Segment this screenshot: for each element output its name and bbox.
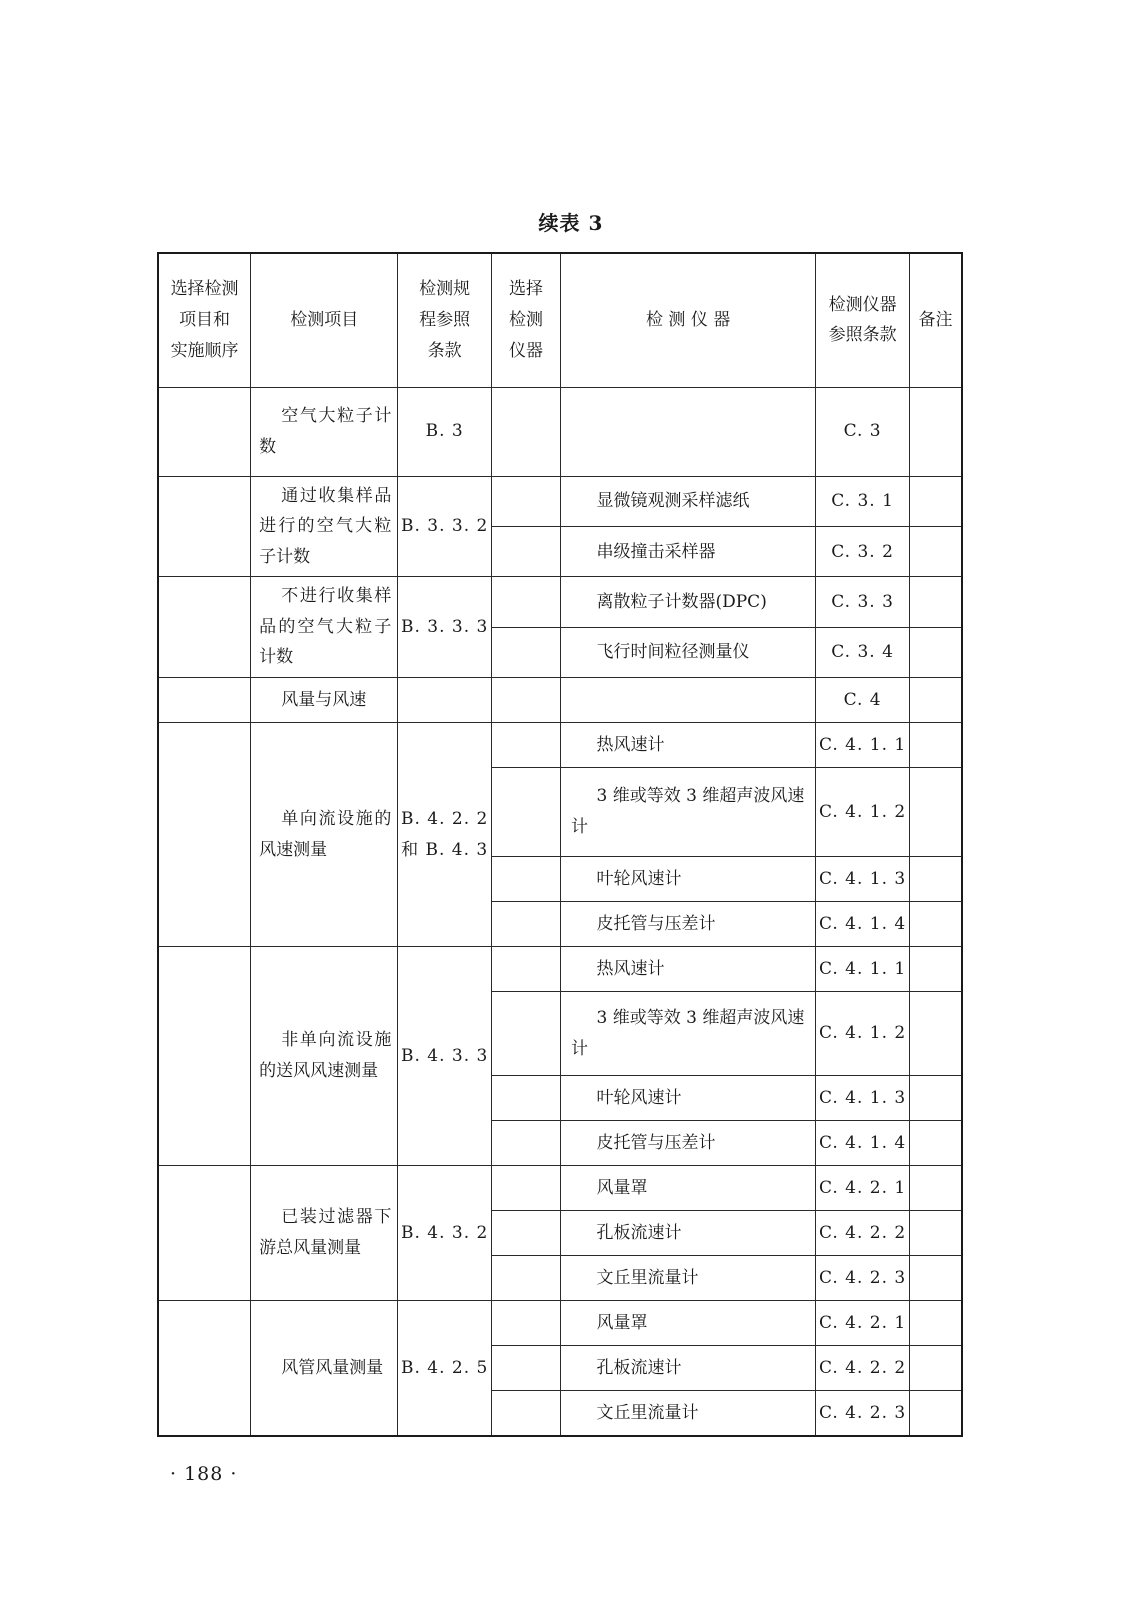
test-item-cell: 已装过滤器下游总风量测量: [251, 1166, 398, 1301]
instrument-clause-cell: C. 4. 1. 1: [816, 723, 910, 768]
remarks-cell[interactable]: [909, 577, 962, 627]
remarks-cell[interactable]: [909, 476, 962, 527]
select-instrument-cell[interactable]: [492, 1256, 561, 1301]
select-instrument-cell[interactable]: [492, 1121, 561, 1166]
instrument-clause-cell: C. 3. 4: [816, 627, 910, 677]
table-title: 续表 3: [538, 211, 604, 235]
procedure-clause-cell: B. 4. 3. 3: [398, 947, 492, 1166]
select-instrument-cell[interactable]: [492, 902, 561, 947]
test-item-cell: 风量与风速: [251, 678, 398, 723]
remarks-cell[interactable]: [909, 627, 962, 677]
page-number: · 188 ·: [170, 1463, 238, 1485]
select-instrument-cell[interactable]: [492, 1076, 561, 1121]
instrument-clause-cell: C. 3. 1: [816, 476, 910, 527]
instrument-cell: [560, 387, 815, 476]
header-select-instrument: 选择 检测 仪器: [492, 253, 561, 387]
select-order-cell[interactable]: [158, 577, 251, 678]
header-remarks: 备注: [909, 253, 962, 387]
test-item-cell: 空气大粒子计数: [251, 387, 398, 476]
remarks-cell[interactable]: [909, 947, 962, 992]
test-item-cell: 单向流设施的风速测量: [251, 723, 398, 947]
test-item-cell: 风管风量测量: [251, 1301, 398, 1436]
remarks-cell[interactable]: [909, 768, 962, 857]
select-order-cell[interactable]: [158, 1301, 251, 1436]
table-row: [158, 387, 962, 476]
select-instrument-cell[interactable]: [492, 723, 561, 768]
select-order-cell[interactable]: [158, 476, 251, 577]
instrument-cell: 热风速计: [560, 947, 815, 992]
instrument-clause-cell: C. 3. 2: [816, 527, 910, 577]
procedure-clause-cell: B. 3. 3. 3: [398, 577, 492, 678]
header-instrument: 检 测 仪 器: [560, 253, 815, 387]
select-instrument-cell[interactable]: [492, 1166, 561, 1211]
select-instrument-cell[interactable]: [492, 768, 561, 857]
remarks-cell[interactable]: [909, 902, 962, 947]
select-order-cell[interactable]: [158, 1166, 251, 1301]
remarks-cell[interactable]: [909, 1211, 962, 1256]
procedure-clause-cell: B. 3. 3. 2: [398, 476, 492, 577]
instrument-cell: 皮托管与压差计: [560, 1121, 815, 1166]
instrument-clause-cell: C. 4. 1. 2: [816, 992, 910, 1076]
remarks-cell[interactable]: [909, 678, 962, 723]
instrument-cell: 离散粒子计数器(DPC): [560, 577, 815, 627]
remarks-cell[interactable]: [909, 1301, 962, 1346]
header-instrument-clause: 检测仪器 参照条款: [816, 253, 910, 387]
remarks-cell[interactable]: [909, 1166, 962, 1211]
remarks-cell[interactable]: [909, 992, 962, 1076]
instrument-cell: 皮托管与压差计: [560, 902, 815, 947]
instrument-cell: 3 维或等效 3 维超声波风速计: [560, 992, 815, 1076]
instrument-cell: 飞行时间粒径测量仪: [560, 627, 815, 677]
table-row: [158, 1166, 962, 1211]
select-instrument-cell[interactable]: [492, 992, 561, 1076]
instrument-clause-cell: C. 4. 1. 3: [816, 1076, 910, 1121]
instrument-clause-cell: C. 4. 2. 3: [816, 1391, 910, 1436]
instrument-cell: 叶轮风速计: [560, 1076, 815, 1121]
procedure-clause-cell: [398, 678, 492, 723]
remarks-cell[interactable]: [909, 1391, 962, 1436]
table-row: [158, 947, 962, 992]
select-instrument-cell[interactable]: [492, 387, 561, 476]
remarks-cell[interactable]: [909, 1121, 962, 1166]
select-instrument-cell[interactable]: [492, 857, 561, 902]
test-item-cell: 通过收集样品进行的空气大粒子计数: [251, 476, 398, 577]
select-instrument-cell[interactable]: [492, 527, 561, 577]
select-instrument-cell[interactable]: [492, 1346, 561, 1391]
remarks-cell[interactable]: [909, 387, 962, 476]
select-order-cell[interactable]: [158, 678, 251, 723]
select-instrument-cell[interactable]: [492, 1301, 561, 1346]
instrument-cell: 风量罩: [560, 1301, 815, 1346]
instrument-cell: 3 维或等效 3 维超声波风速计: [560, 768, 815, 857]
instrument-clause-cell: C. 4. 2. 2: [816, 1346, 910, 1391]
procedure-clause-cell: B. 4. 2. 2 和 B. 4. 3: [398, 723, 492, 947]
instrument-clause-cell: C. 4. 1. 1: [816, 947, 910, 992]
remarks-cell[interactable]: [909, 1346, 962, 1391]
procedure-clause-cell: B. 4. 2. 5: [398, 1301, 492, 1436]
select-order-cell[interactable]: [158, 723, 251, 947]
instrument-cell: 显微镜观测采样滤纸: [560, 476, 815, 527]
instrument-cell: 热风速计: [560, 723, 815, 768]
table-row: [158, 678, 962, 723]
select-order-cell[interactable]: [158, 387, 251, 476]
test-item-cell: 不进行收集样品的空气大粒子计数: [251, 577, 398, 678]
select-order-cell[interactable]: [158, 947, 251, 1166]
instrument-clause-cell: C. 4. 2. 2: [816, 1211, 910, 1256]
table-row: [158, 1301, 962, 1346]
test-item-cell: 非单向流设施的送风风速测量: [251, 947, 398, 1166]
instrument-clause-cell: C. 4. 2. 3: [816, 1256, 910, 1301]
instrument-cell: 孔板流速计: [560, 1211, 815, 1256]
table-row: [158, 723, 962, 768]
remarks-cell[interactable]: [909, 527, 962, 577]
remarks-cell[interactable]: [909, 723, 962, 768]
instrument-cell: 风量罩: [560, 1166, 815, 1211]
remarks-cell[interactable]: [909, 1076, 962, 1121]
select-instrument-cell[interactable]: [492, 476, 561, 527]
header-select-order: 选择检测 项目和 实施顺序: [158, 253, 251, 387]
procedure-clause-cell: B. 4. 3. 2: [398, 1166, 492, 1301]
table-row: [158, 577, 962, 627]
instrument-clause-cell: C. 3: [816, 387, 910, 476]
header-procedure-clause: 检测规 程参照 条款: [398, 253, 492, 387]
select-instrument-cell[interactable]: [492, 627, 561, 677]
instrument-cell: 叶轮风速计: [560, 857, 815, 902]
inspection-table: [157, 252, 963, 1437]
instrument-cell: 文丘里流量计: [560, 1256, 815, 1301]
remarks-cell[interactable]: [909, 1256, 962, 1301]
instrument-clause-cell: C. 3. 3: [816, 577, 910, 627]
select-instrument-cell[interactable]: [492, 577, 561, 627]
select-instrument-cell[interactable]: [492, 1211, 561, 1256]
select-instrument-cell[interactable]: [492, 1391, 561, 1436]
instrument-clause-cell: C. 4. 1. 4: [816, 902, 910, 947]
instrument-clause-cell: C. 4: [816, 678, 910, 723]
instrument-cell: 串级撞击采样器: [560, 527, 815, 577]
instrument-clause-cell: C. 4. 2. 1: [816, 1301, 910, 1346]
header-row: [158, 253, 962, 387]
select-instrument-cell[interactable]: [492, 947, 561, 992]
instrument-cell: [560, 678, 815, 723]
instrument-clause-cell: C. 4. 2. 1: [816, 1166, 910, 1211]
instrument-cell: 文丘里流量计: [560, 1391, 815, 1436]
remarks-cell[interactable]: [909, 857, 962, 902]
instrument-clause-cell: C. 4. 1. 4: [816, 1121, 910, 1166]
instrument-clause-cell: C. 4. 1. 2: [816, 768, 910, 857]
table-row: [158, 476, 962, 527]
select-instrument-cell[interactable]: [492, 678, 561, 723]
instrument-clause-cell: C. 4. 1. 3: [816, 857, 910, 902]
procedure-clause-cell: B. 3: [398, 387, 492, 476]
header-test-item: 检测项目: [251, 253, 398, 387]
instrument-cell: 孔板流速计: [560, 1346, 815, 1391]
